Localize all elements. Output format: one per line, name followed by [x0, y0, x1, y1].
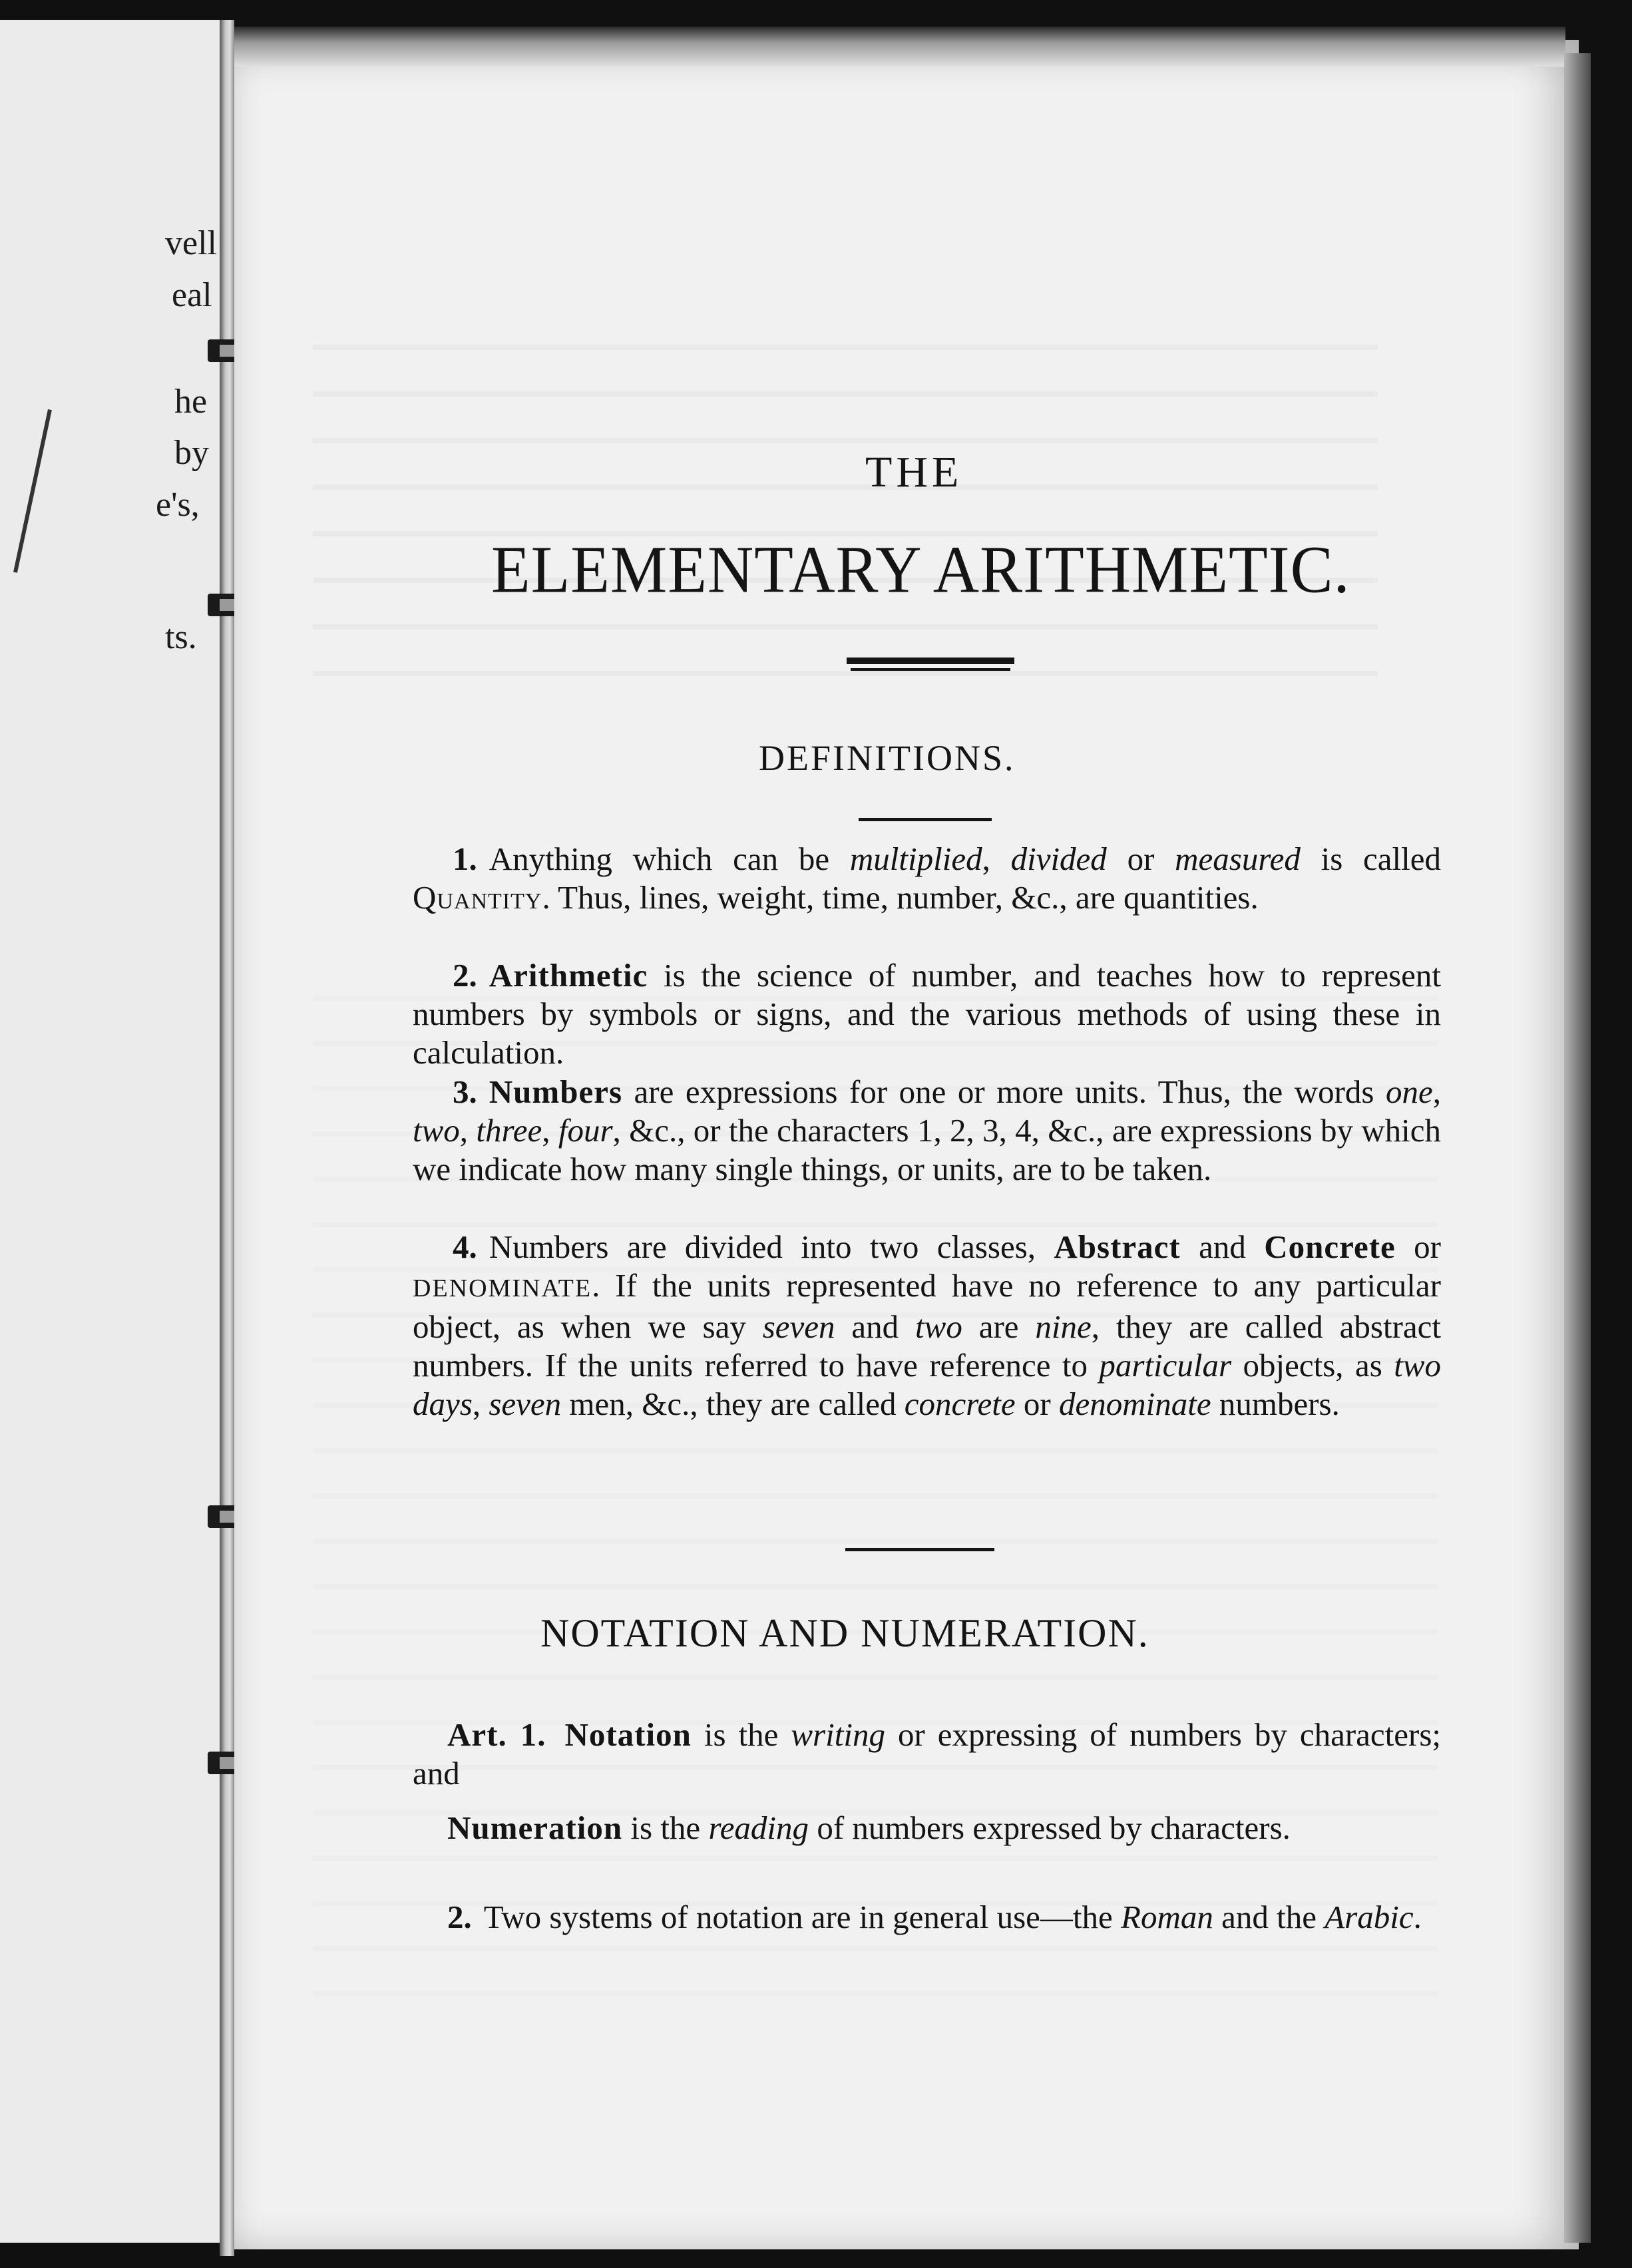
- definition-italic: four: [558, 1112, 613, 1149]
- definition-italic: seven: [762, 1308, 835, 1345]
- definition-italic: divided: [1010, 841, 1107, 877]
- definition-text: and: [1180, 1228, 1265, 1265]
- definition-italic: two: [915, 1308, 962, 1345]
- notation-text: is the: [691, 1716, 791, 1753]
- notation-italic: Arabic: [1325, 1899, 1414, 1935]
- left-page-text: e's,: [156, 486, 200, 524]
- definition-italic: one: [1386, 1073, 1433, 1110]
- left-page-text: he: [174, 383, 208, 421]
- definition-3: 3. Numbers are expressions for one or more units. Thus, the words one, two, three, four, &c., or the characters 1, 2, 3, 4, &c., are expressions by which we indicate how many single things, or units, are to be taken.: [413, 1073, 1442, 1187]
- definition-italic: multiplied: [849, 841, 982, 877]
- definition-text: numbers.: [1211, 1386, 1340, 1422]
- pencil-mark: [13, 409, 52, 573]
- definitions-heading: DEFINITIONS.: [759, 738, 1016, 778]
- bleed-through: [313, 313, 1378, 685]
- definition-2: [413, 956, 1441, 1072]
- definition-italic: denominate: [1058, 1386, 1211, 1422]
- definition-4: [413, 1228, 1441, 1423]
- left-page-text: eal: [172, 276, 212, 314]
- left-page-fragment: [0, 20, 220, 2243]
- definition-italic: measured: [1175, 841, 1301, 877]
- definition-text: is the science of number, and teaches how to represent numbers by symbols or signs, and the various methods of using these in calculation.: [413, 957, 1441, 1071]
- definition-number: 4.: [453, 1228, 477, 1265]
- definition-text: , they are called abstract numbers. If the units referred to have reference to: [413, 1308, 1441, 1384]
- definition-smallcaps: DENOMINATE: [413, 1274, 592, 1302]
- section-rule: [845, 1548, 994, 1551]
- notation-text: and the: [1213, 1899, 1325, 1935]
- title-rule: [847, 658, 1014, 664]
- definition-smallcaps: Quantity: [413, 879, 542, 916]
- notation-italic: reading: [708, 1809, 809, 1846]
- definition-italic: nine: [1035, 1308, 1092, 1345]
- notation-term: Notation: [564, 1716, 692, 1753]
- definition-number: 1.: [453, 841, 477, 877]
- notation-text: Two systems of notation are in general use—the: [483, 1899, 1122, 1935]
- definition-text: are expressions for one or more units. Thus, the words: [622, 1073, 1386, 1110]
- notation-italic: writing: [791, 1716, 885, 1753]
- page-title: ELEMENTARY ARITHMETIC.: [491, 532, 1350, 607]
- definition-text: Anything which can be: [489, 841, 850, 877]
- numeration-term: Numeration: [447, 1809, 623, 1846]
- definition-term: Concrete: [1264, 1228, 1396, 1265]
- article-number: 2.: [447, 1899, 472, 1935]
- notation-text: .: [1413, 1899, 1422, 1935]
- notation-text: or expressing of numbers by characters; and: [413, 1716, 1442, 1792]
- notation-heading: NOTATION AND NUMERATION.: [540, 1611, 1149, 1655]
- definition-term: Arithmetic: [489, 957, 648, 994]
- title-the: THE: [865, 448, 963, 496]
- notation-art-2: [413, 1898, 1441, 1937]
- notation-text: is the: [622, 1809, 709, 1846]
- definition-text: is called: [1300, 841, 1441, 877]
- definition-text: are: [962, 1308, 1036, 1345]
- definition-text: or: [1395, 1228, 1441, 1265]
- definition-text: ,: [982, 841, 1011, 877]
- definition-number: 2.: [453, 957, 477, 994]
- definition-text: and: [835, 1308, 916, 1345]
- definition-text: Numbers are divided into two classes,: [489, 1228, 1054, 1265]
- definition-italic: particular: [1099, 1347, 1232, 1384]
- left-page-text: by: [174, 434, 209, 472]
- left-page-text: ts.: [165, 618, 197, 656]
- definition-1: [413, 840, 1441, 917]
- page-top-shadow: [234, 27, 1565, 67]
- definition-italic: three: [476, 1112, 542, 1149]
- left-page-text: vell: [165, 224, 217, 262]
- definition-text: men, &c., they are called: [561, 1386, 905, 1422]
- page-edge: [1564, 53, 1591, 2243]
- numeration-paragraph: [413, 1809, 1441, 1847]
- notation-art-1: [413, 1716, 1441, 1793]
- definition-term: Abstract: [1054, 1228, 1181, 1265]
- definition-text: or: [1015, 1386, 1059, 1422]
- definition-italic: two days: [413, 1347, 1441, 1422]
- definition-term: Numbers: [489, 1073, 623, 1110]
- section-rule: [859, 818, 992, 821]
- definition-text: ,: [472, 1386, 489, 1422]
- definition-text: objects, as: [1231, 1347, 1394, 1384]
- definition-text: , &c., or the characters 1, 2, 3, 4, &c., are expressions by which we indicate how many single things, or units, are to be taken.: [413, 1112, 1442, 1187]
- notation-text: of numbers expressed by characters.: [809, 1809, 1291, 1846]
- definition-text: . If the units represented have no reference to any particular object, as when we say: [413, 1267, 1441, 1345]
- title-rule-thin: [851, 668, 1010, 671]
- notation-italic: Roman: [1121, 1899, 1213, 1935]
- definition-text: or: [1106, 841, 1175, 877]
- definition-italic: concrete: [904, 1386, 1016, 1422]
- article-label: Art. 1.: [447, 1716, 546, 1753]
- definition-number: 3.: [453, 1073, 477, 1110]
- definition-italic: two: [413, 1112, 460, 1149]
- definition-italic: seven: [489, 1386, 562, 1422]
- definition-text: . Thus, lines, weight, time, number, &c., are quantities.: [542, 879, 1259, 916]
